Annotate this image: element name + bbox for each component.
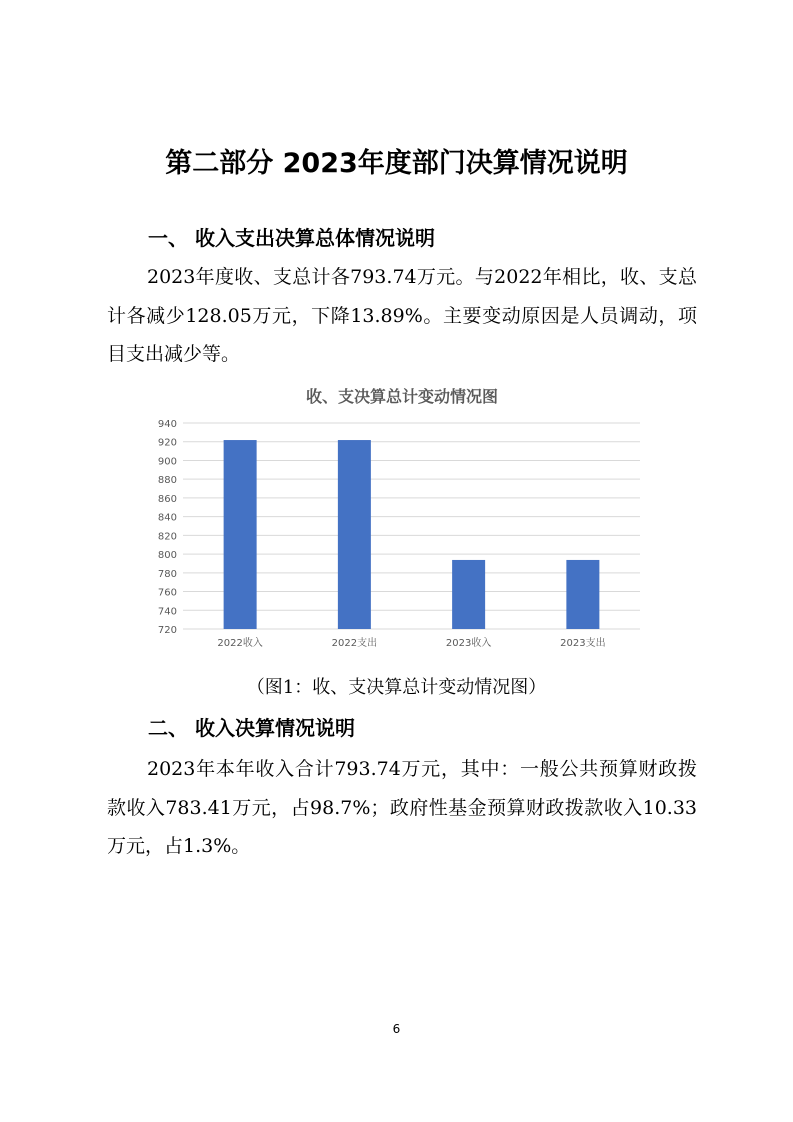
section2-paragraph: 2023年本年收入合计793.74万元，其中：一般公共预算财政拨款收入783.41万元，占98.7%；政府性基金预算财政拨款收入10.33万元，占1.3%。 <box>107 758 697 857</box>
x-tick-label: 2022收入 <box>217 638 263 649</box>
y-tick-label: 940 <box>157 419 177 430</box>
y-tick-label: 720 <box>157 625 177 636</box>
chart-title: 收、支决算总计变动情况图 <box>305 387 499 406</box>
chart-y-axis <box>158 419 177 636</box>
bar <box>566 560 599 629</box>
x-tick-label: 2023收入 <box>445 638 492 649</box>
x-tick-label: 2022支出 <box>331 638 378 649</box>
y-tick-label: 760 <box>157 587 177 599</box>
section-heading-income-expenditure-overview: 一、 收入支出决算总体情况说明 <box>148 226 435 250</box>
y-tick-label: 880 <box>157 475 177 487</box>
y-tick-label: 860 <box>157 493 177 505</box>
y-tick-label: 800 <box>157 550 177 562</box>
y-tick-label: 840 <box>157 512 177 524</box>
bar <box>452 560 485 629</box>
page-title: 第二部分 2023年度部门决算情况说明 <box>165 148 628 179</box>
section1-paragraph: 2023年度收、支总计各793.74万元。与2022年相比，收、支总计各减少128.05万元，下降13.89%。主要变动原因是人员调动，项目支出减少等。 <box>107 266 697 365</box>
chart-caption: （图1：收、支决算总计变动情况图） <box>246 677 547 698</box>
y-tick-label: 740 <box>157 606 177 618</box>
chart-x-axis <box>217 636 605 649</box>
bar <box>224 440 257 629</box>
y-tick-label: 920 <box>157 437 177 449</box>
y-tick-label: 780 <box>157 568 177 580</box>
x-tick-label: 2023支出 <box>560 638 606 649</box>
y-tick-label: 820 <box>157 531 177 543</box>
section-heading-income-details: 二、 收入决算情况说明 <box>148 716 355 740</box>
bar <box>338 440 371 629</box>
page-number: 6 <box>392 1022 401 1036</box>
chart-bars <box>224 440 600 629</box>
income-expenditure-chart <box>150 378 650 668</box>
y-tick-label: 900 <box>157 456 177 468</box>
